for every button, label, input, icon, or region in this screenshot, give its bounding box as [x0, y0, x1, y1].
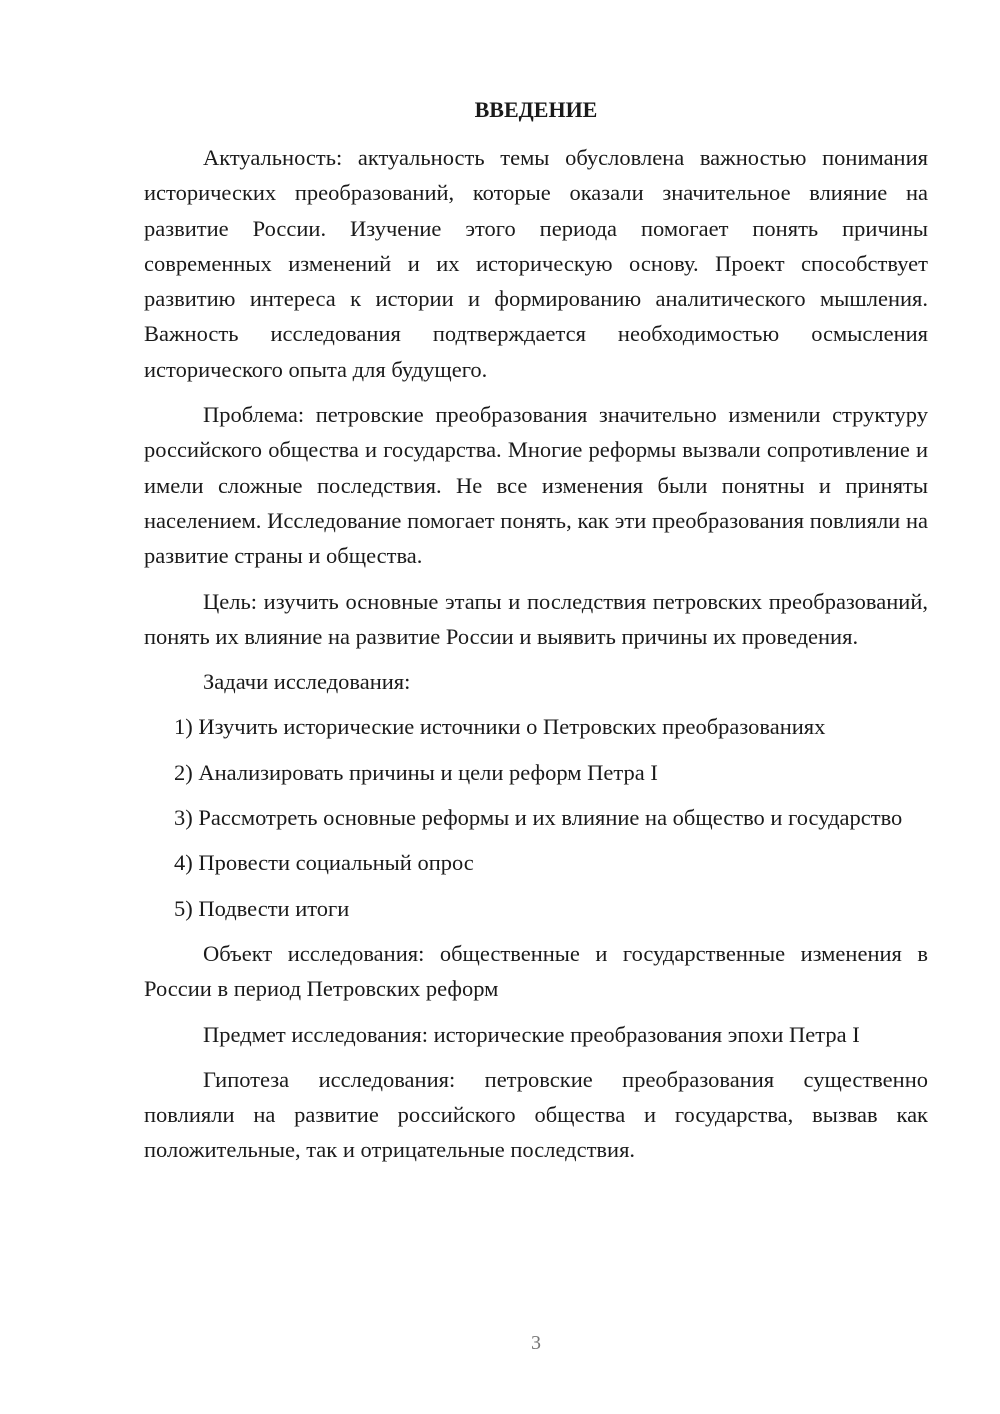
hypothesis-paragraph: Гипотеза исследования: петровские преобразования существенно повлияли на развитие российского общества и государства, вызвав как положительные, так и отрицательные последствия.	[144, 1066, 928, 1163]
list-item: 5) Подвести итоги	[174, 895, 350, 921]
page-number: 3	[531, 1332, 541, 1354]
subject-paragraph: Предмет исследования: исторические преобразования эпохи Петра I	[203, 1021, 860, 1047]
goal-paragraph: Цель: изучить основные этапы и последствия петровских преобразований, понять их влияние на развитие России и выявить причины их проведения.	[144, 588, 928, 649]
list-item: 4) Провести социальный опрос	[174, 850, 474, 876]
tasks-heading: Задачи исследования:	[203, 669, 411, 695]
list-item: 1) Изучить исторические источники о Петровских преобразованиях	[174, 714, 826, 740]
object-paragraph: Объект исследования: общественные и государственные изменения в России в период Петровских реформ	[144, 940, 928, 1002]
list-item: 3) Рассмотреть основные реформы и их влияние на общество и государство	[174, 805, 903, 831]
document-page	[144, 92, 928, 1168]
list-item: 2) Анализировать причины и цели реформ Петра I	[174, 759, 658, 785]
tasks-list	[144, 709, 928, 925]
page-title: ВВЕДЕНИЕ	[474, 97, 598, 122]
problem-paragraph: Проблема: петровские преобразования значительно изменили структуру российского общества и государства. Многие реформы вызвали сопротивление и имели сложные последствия. Не все изменения были понятны и приняты населением. Исследование помогает понять, как эти преобразования повлияли на развитие страны и общества.	[144, 402, 928, 569]
relevance-paragraph: Актуальность: актуальность темы обусловлена важностью понимания исторических преобразований, которые оказали значительное влияние на развитие России. Изучение этого периода помогает понять причины современных изменений и их историческую основу. Проект способствует развитию интереса к истории и формированию аналитического мышления. Важность исследования подтверждается необходимостью осмысления исторического опыта для будущего.	[144, 145, 928, 382]
